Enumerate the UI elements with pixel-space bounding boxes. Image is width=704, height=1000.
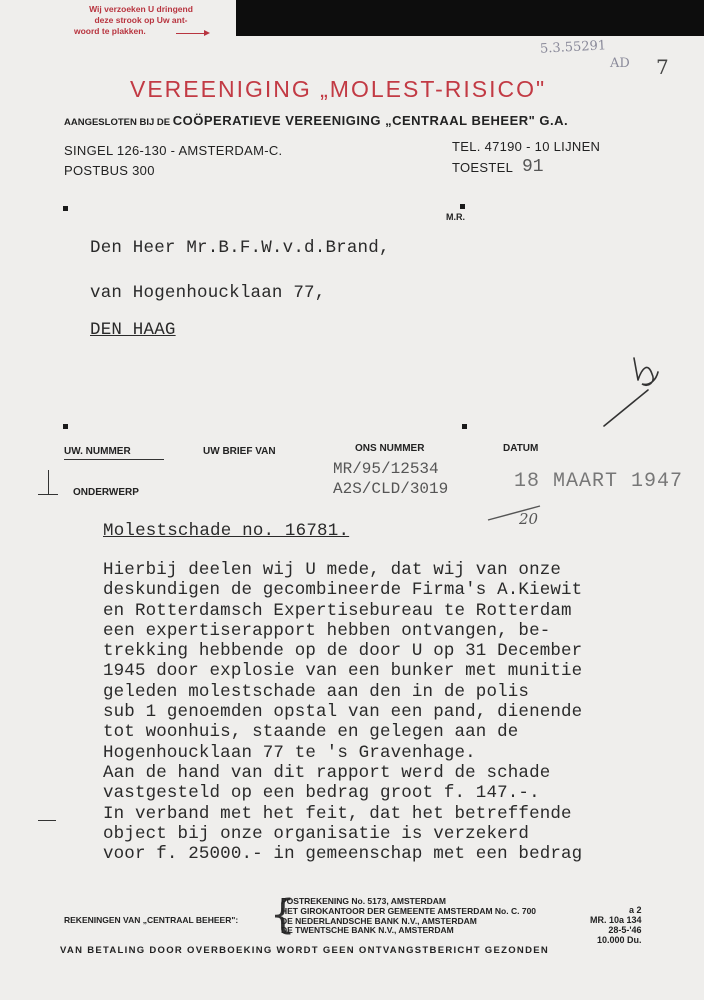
form-code-row (590, 915, 642, 925)
uw-nummer-label: UW. NUMMER (64, 446, 131, 457)
fold-mark (48, 470, 49, 494)
body-line: Hierbij deelen wij U mede, dat wij van onze (103, 560, 562, 580)
body-line: en Rotterdamsch Expertisebureau te Rotterdam (103, 600, 572, 621)
body-line: geleden molestschade aan den in de polis (103, 681, 530, 702)
onderwerp-label: ONDERWERP (73, 487, 139, 498)
handwritten-initials: AD (610, 56, 630, 71)
recipient-city: DEN HAAG (90, 320, 176, 340)
strip-note-line3: woord te plakken. (74, 26, 146, 36)
recipient-line1: Den Heer Mr.B.F.W.v.d.Brand, (90, 238, 390, 258)
datum-label: DATUM (503, 443, 539, 454)
form-code (590, 905, 642, 945)
handwritten-fraction: 20 (519, 510, 539, 528)
account-line: DE TWENTSCHE BANK N.V., AMSTERDAM (281, 925, 454, 936)
payment-notice: VAN BETALING DOOR OVERBOEKING WORDT GEEN ONTVANGSTBERICHT GEZONDEN (60, 945, 550, 956)
form-code-number: 10a 134 (609, 915, 642, 925)
affiliation-line (64, 113, 568, 128)
form-code-date: 28-5-'46 (608, 925, 642, 935)
organisation-name: VEREENIGING „MOLEST-RISICO" (130, 76, 547, 102)
ons-nummer-line2: A2S/CLD/3019 (333, 480, 449, 498)
handwritten-reference: 5.3.55291 (539, 38, 607, 57)
body-line: sub 1 genoemden opstal van een pand, dienende (103, 702, 583, 723)
handwritten-scribble-icon (598, 352, 668, 432)
window-corner-mark (63, 206, 68, 211)
ons-nummer-label: ONS NUMMER (355, 443, 425, 454)
recipient-line2: van Hogenhoucklaan 77, (90, 283, 326, 303)
ons-nummer-line1: MR/95/12534 (333, 460, 439, 478)
toestel-label: TOESTEL (452, 160, 514, 175)
window-corner-mark (63, 424, 68, 429)
brace-icon: { (270, 892, 296, 938)
affiliation-prefix: AANGESLOTEN BIJ DE (64, 117, 171, 128)
body-line: voor f. 25000.- in gemeenschap met een bedrag (103, 844, 583, 865)
body-line: een expertiserapport hebben ontvangen, be- (103, 620, 551, 641)
body-line: vastgesteld op een bedrag groot f. 147.-. (103, 783, 540, 804)
toestel-value: 91 (522, 157, 544, 177)
form-code-print-run: 10.000 Du. (597, 935, 642, 945)
rekeningen-label: REKENINGEN VAN „CENTRAAL BEHEER": (64, 915, 239, 925)
uw-nummer-rule (64, 459, 164, 460)
account-line: DE NEDERLANDSCHE BANK N.V., AMSTERDAM (281, 915, 477, 926)
body-line: object bij onze organisatie is verzekerd (103, 823, 530, 844)
handwritten-page-mark: 7 (656, 55, 669, 79)
body-line: trekking hebbende op de door U op 31 December (103, 641, 583, 662)
body-line: Aan de hand van dit rapport werd de schade (103, 762, 551, 783)
letter-body (103, 560, 683, 864)
window-corner-mark (460, 204, 465, 209)
address-line: SINGEL 126-130 - AMSTERDAM-C. (64, 143, 283, 158)
account-line: POSTREKENING No. 5173, AMSTERDAM (281, 896, 446, 906)
fold-mark-line (38, 820, 56, 821)
strip-note-line2: deze strook op Uw ant- (94, 15, 188, 25)
arrow-right-icon (204, 30, 210, 36)
postbus: POSTBUS 300 (64, 163, 155, 178)
form-code-a2: a 2 (629, 905, 642, 915)
form-code-mr: MR. (590, 915, 607, 925)
account-list (281, 897, 536, 936)
account-line: HET GIROKANTOOR DER GEMEENTE AMSTERDAM No. C. 700 (281, 905, 537, 916)
affiliation-name: COÖPERATIEVE VEREENIGING „CENTRAAL BEHEER" G.A. (172, 113, 569, 128)
fold-mark-line (38, 494, 58, 495)
uw-brief-label: UW BRIEF VAN (203, 446, 276, 457)
mr-label: M.R. (446, 212, 465, 222)
body-line: deskundigen de gecombineerde Firma's A.Kiewit (103, 580, 583, 601)
body-line: 1945 door explosie van een bunker met munitie (103, 661, 583, 682)
body-line: Hogenhoucklaan 77 te 's Gravenhage. (103, 742, 476, 763)
strip-note-line1: Wij verzoeken U dringend (89, 4, 193, 14)
body-line: In verband met het feit, dat het betreffende (103, 803, 572, 824)
subject-line: Molestschade no. 16781. (103, 521, 350, 541)
window-corner-mark (462, 424, 467, 429)
date-stamp: 18 MAART 1947 (514, 470, 684, 493)
body-line: tot woonhuis, staande en gelegen aan de (103, 722, 519, 743)
phone: TEL. 47190 - 10 LIJNEN (452, 139, 601, 154)
top-black-bar (236, 0, 704, 36)
